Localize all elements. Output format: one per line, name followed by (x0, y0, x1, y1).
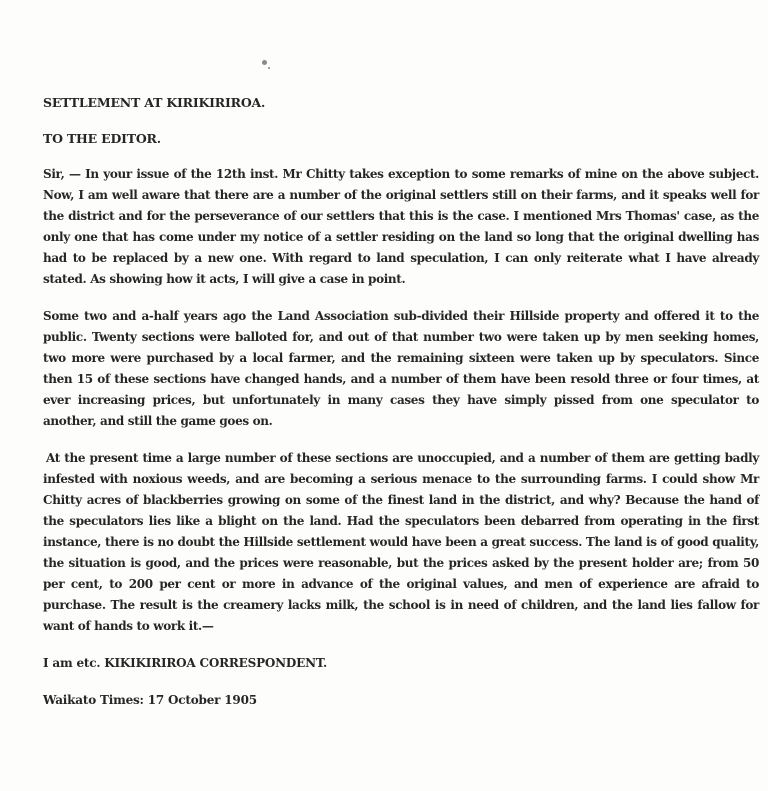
paragraph-3: At the present time a large number of these sections are unoccupied, and a number of them are getting badly infested with noxious weeds, and are becoming a serious menace to the surrounding farms. I could show Mr Chitty acres of blackberries growing on some of the finest land in the district, and why? Because the hand of the speculators lies like a blight on the land. Had the speculators been debarred from operating in the first instance, there is no doubt the Hillside settlement would have been a great success. The land is of good quality, the situation is good, and the prices were reasonable, but the prices asked by the present holder are; from 50 per cent, to 200 per cent or more in advance of the original values, and men of experience are afraid to purchase. The result is the creamery lacks milk, the school is in need of children, and the land lies fallow for want of hands to work it.— (43, 451, 759, 633)
article-body (43, 92, 759, 711)
scan-speck (268, 67, 270, 69)
paragraph-2: Some two and a-half years ago the Land Association sub-divided their Hillside property and offered it to the public. Twenty sections were balloted for, and out of that number two were taken up by men seeking homes, two more were purchased by a local farmer, and the remaining sixteen were taken up by speculators. Since then 15 of these sections have changed hands, and a number of them have been resold three or four times, at ever increasing prices, but unfortunately in many cases they have simply pissed from one speculator to another, and still the game goes on. (43, 309, 759, 428)
salutation-heading: TO THE EDITOR. (43, 131, 161, 146)
article-title: SETTLEMENT AT KIRIKIRIROA. (43, 95, 266, 110)
scan-speck (262, 60, 267, 65)
paragraph-1: Sir, — In your issue of the 12th inst. Mr Chitty takes exception to some remarks of mine on the above subject. Now, I am well aware that there are a number of the original settlers still on their farms, and it speaks well for the district and for the perseverance of our settlers that this is the case. I mentioned Mrs Thomas' case, as the only one that has come under my notice of a settler residing on the land so long that the original dwelling has had to be replaced by a new one. With regard to land speculation, I can only reiterate what I have already stated. As showing how it acts, I will give a case in point. (43, 167, 759, 286)
source-citation: Waikato Times: 17 October 1905 (43, 693, 257, 707)
signoff: I am etc. KIKIKIRIROA CORRESPONDENT. (43, 656, 327, 670)
